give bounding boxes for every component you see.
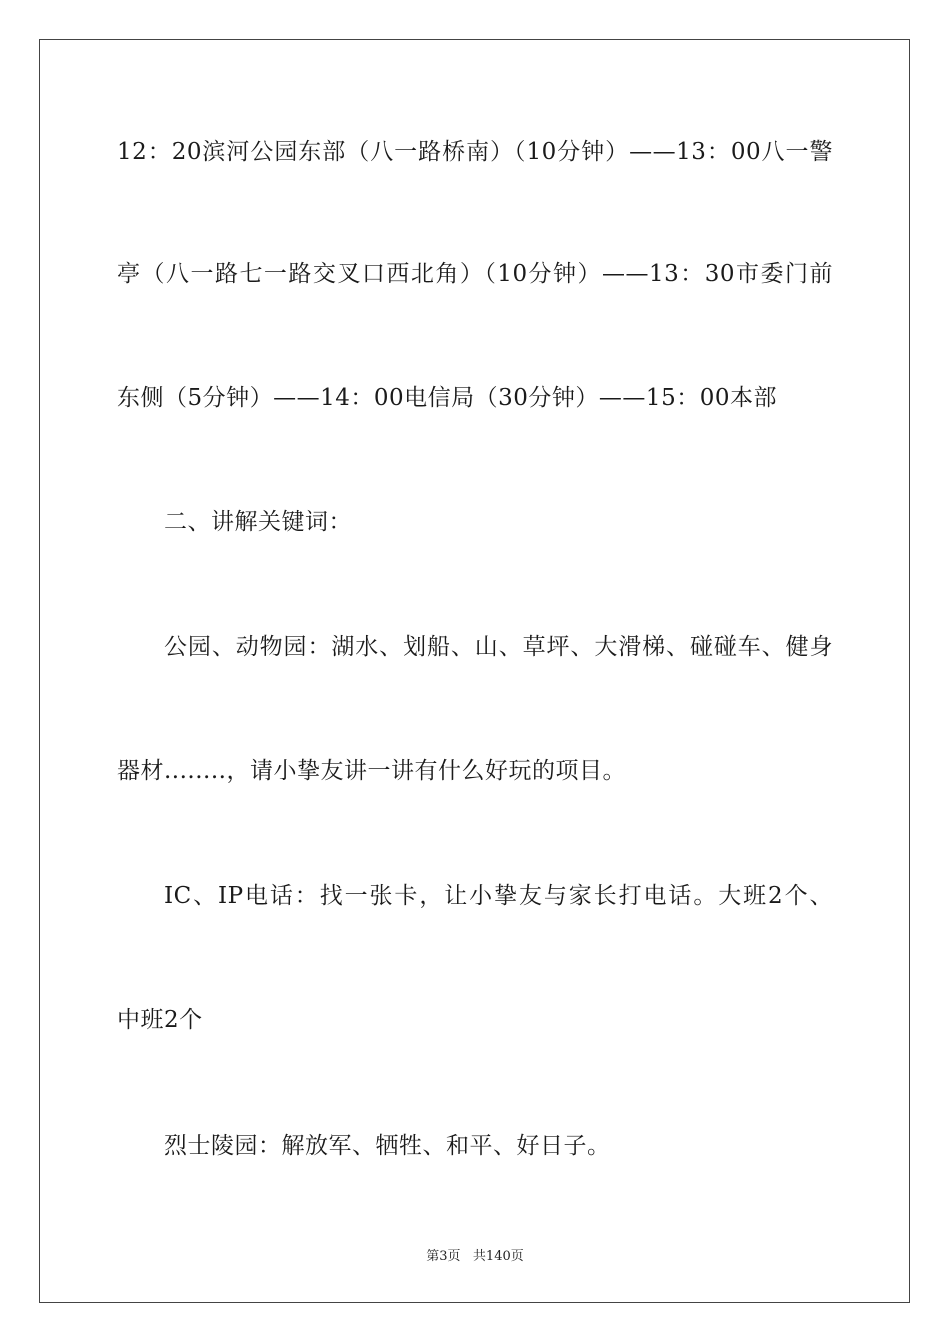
body-line-9: 烈士陵园：解放军、牺牲、和平、好日子。 bbox=[164, 1133, 611, 1159]
page-total: 共140页 bbox=[472, 1249, 524, 1264]
page-border bbox=[39, 39, 910, 1303]
body-line-5: 公园、动物园：湖水、划船、山、草坪、大滑梯、碰碰车、健身 bbox=[164, 634, 833, 660]
body-line-3: 东侧（5分钟）——14：00电信局（30分钟）——15：00本部 bbox=[117, 385, 777, 411]
body-line-1: 12：20滨河公园东部（八一路桥南）（10分钟）——13：00八一警 bbox=[117, 139, 833, 165]
body-line-8: 中班2个 bbox=[117, 1007, 203, 1033]
section-heading: 二、讲解关键词： bbox=[164, 509, 352, 535]
page-footer bbox=[0, 1248, 950, 1266]
body-line-7: IC、IP电话：找一张卡，让小挚友与家长打电话。大班2个、 bbox=[164, 883, 833, 909]
page-number: 第3页 bbox=[426, 1249, 461, 1264]
body-line-2: 亭（八一路七一路交叉口西北角）（10分钟）——13：30市委门前 bbox=[117, 261, 833, 287]
body-line-6: 器材........，请小挚友讲一讲有什么好玩的项目。 bbox=[117, 758, 626, 784]
